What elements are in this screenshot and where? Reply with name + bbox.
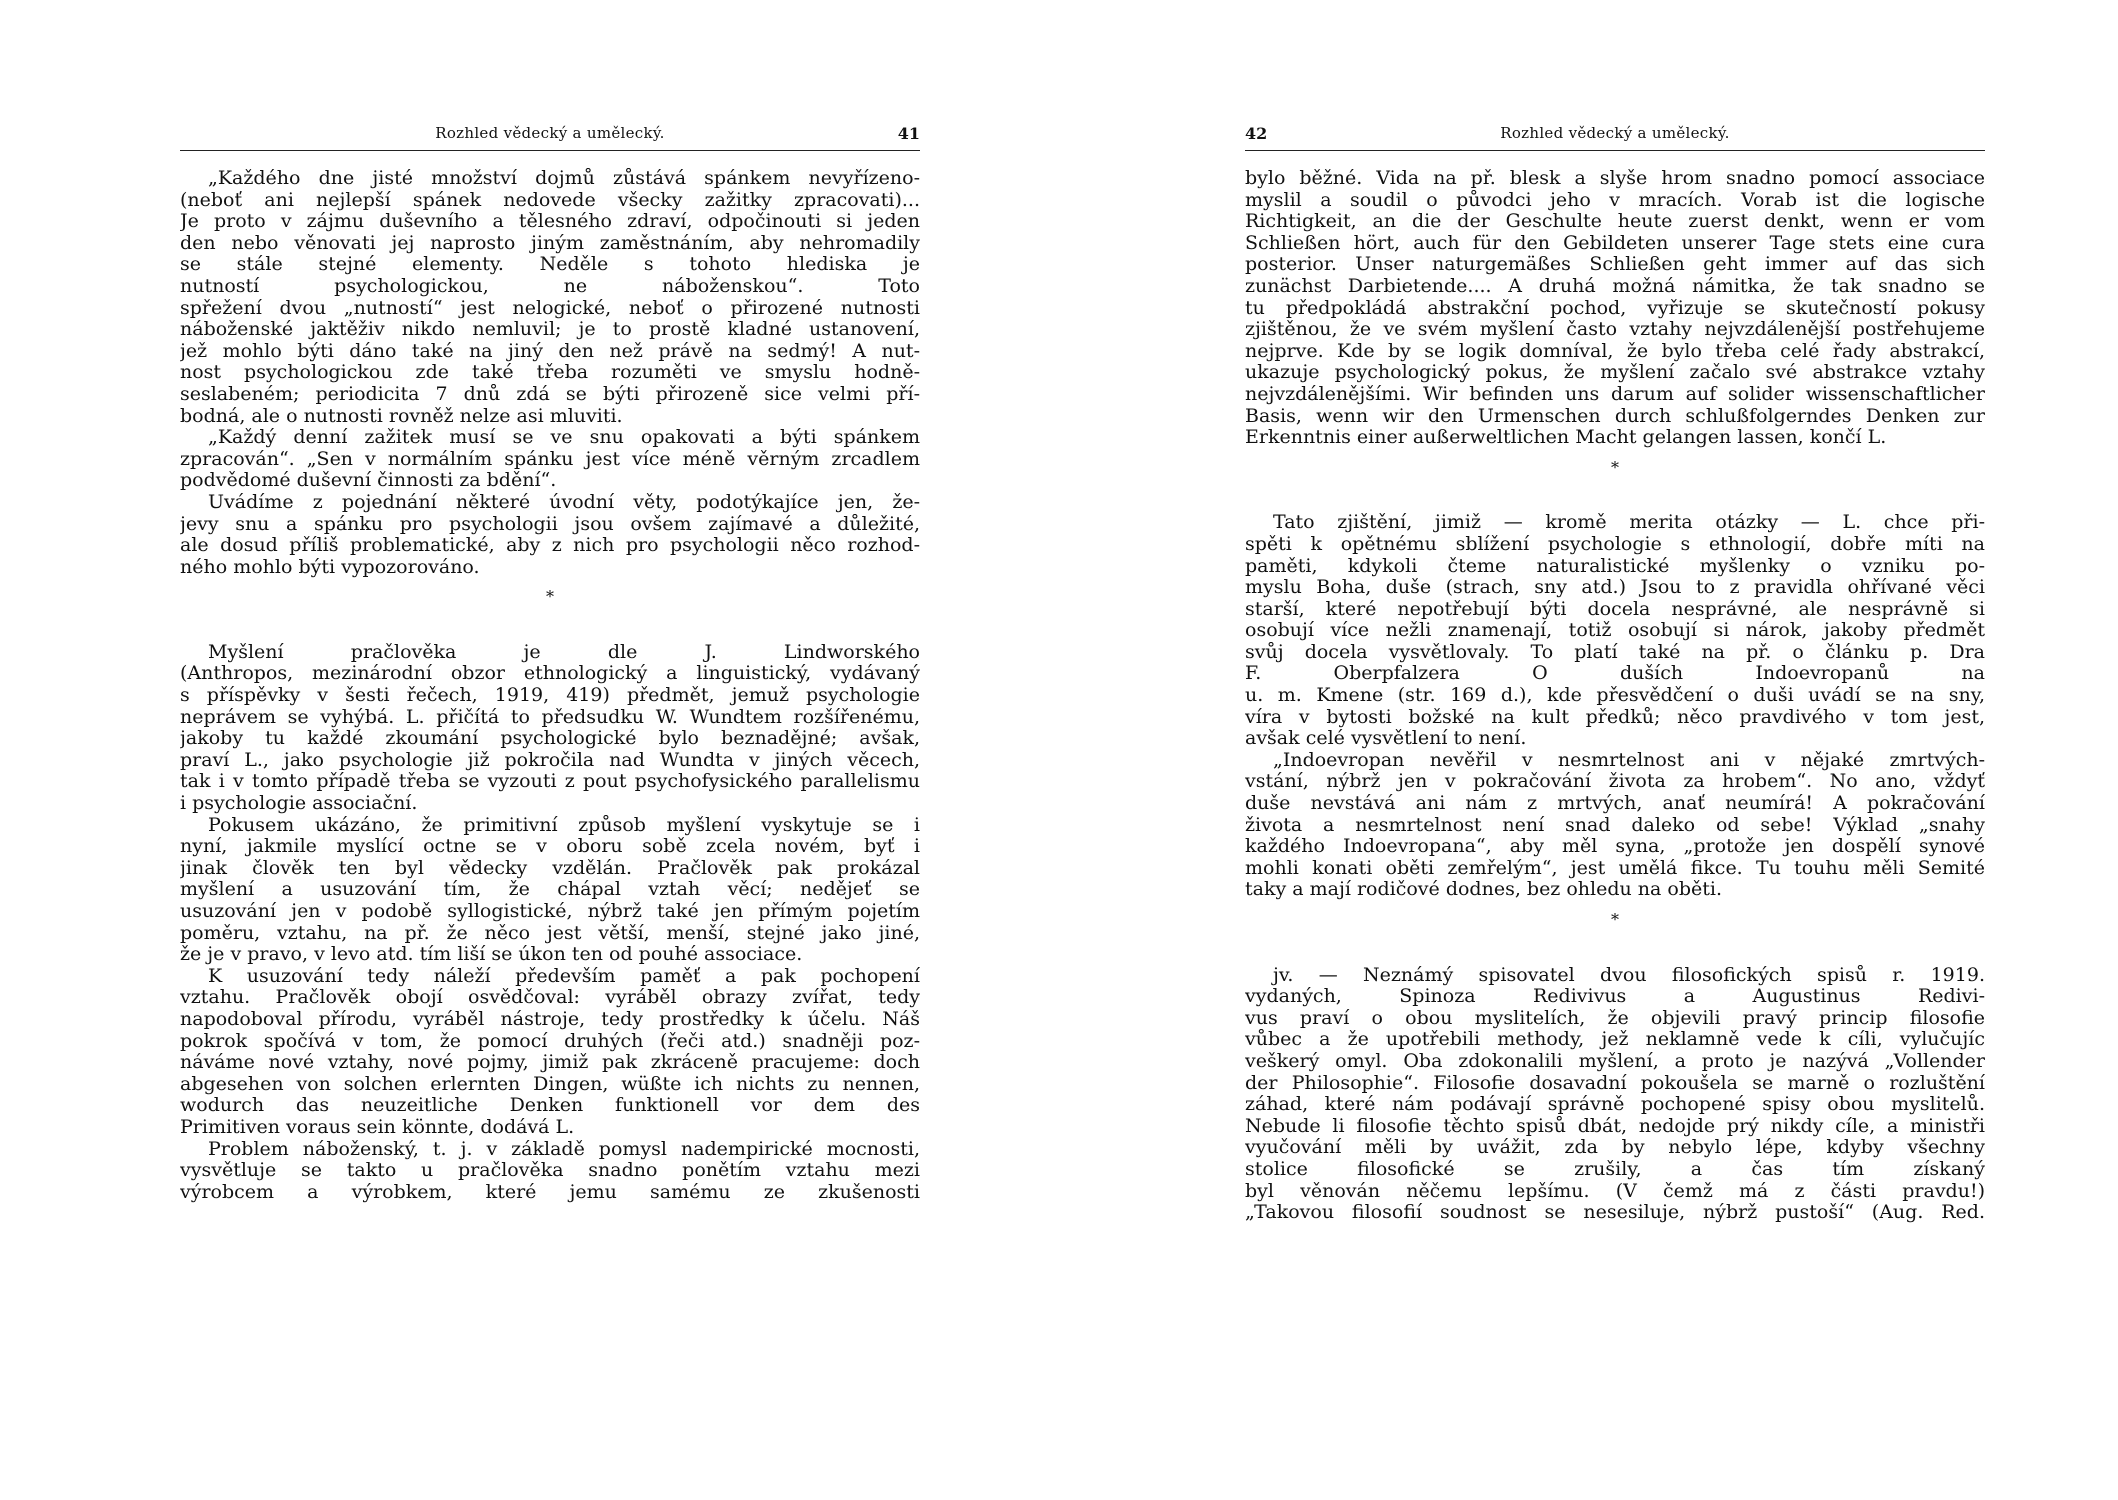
text-line: vstání, nýbrž jen v pokračování života za hrobem“. No ano, vždyť <box>1245 771 1985 793</box>
page-number: 42 <box>1245 124 1268 143</box>
text-line: u. m. Kmene (str. 169 d.), kde přesvědčení o duši uvádí se na sny, <box>1245 685 1985 707</box>
text-line: Primitiven voraus sein könnte, dodává L. <box>180 1116 575 1138</box>
text-line: že je v pravo, v levo atd. tím liší se úkon ten od pouhé associace. <box>180 944 803 966</box>
page-number: 41 <box>897 124 920 143</box>
text-line: bylo běžné. Vida na př. blesk a slyše hrom snadno pomocí associace <box>1245 168 1985 189</box>
running-title: Rozhled vědecký a umělecký. <box>435 124 665 142</box>
right-page-body <box>1245 168 1985 1224</box>
text-line: byl věnován něčemu lepšímu. (V čemž má z části pravdu!) <box>1245 1180 1985 1202</box>
text-line: nejprve. Kde by se logik domníval, že bylo třeba celé řady abstrakcí, <box>1245 340 1985 362</box>
text-line: „Indoevropan nevěřil v nesmrtelnost ani v nějaké zmrtvých- <box>1273 749 1985 771</box>
text-line: veškerý omyl. Oba zdokonalili myšlení, a proto je nazývá „Vollender <box>1245 1050 1985 1072</box>
text-line: „Každého dne jisté množství dojmů zůstává spánkem nevyřízeno- <box>208 168 920 189</box>
text-line: víra v bytosti božské na kult předků; něco pravdivého v tom jest, <box>1245 706 1985 728</box>
text-line: tak i v tomto případě třeba se vyzouti z pout psychofysického parallelismu <box>180 771 920 793</box>
text-line: Problem náboženský, t. j. v základě pomysl nadempirické mocnosti, <box>208 1138 920 1160</box>
text-line: ale dosud příliš problematické, aby z nich pro psychologii něco rozhod- <box>180 535 920 557</box>
text-line: praví L., jako psychologie již pokročila nad Wundta v jiných věcech, <box>180 749 920 771</box>
section-primitive-thinking <box>180 642 920 1203</box>
section-separator-asterisk: * <box>546 587 554 607</box>
text-line: ného mohlo býti vypozorováno. <box>180 556 480 578</box>
text-line: der Philosophie“. Filosofie dosavadní pokoušela se marně o rozluštění <box>1245 1072 1985 1094</box>
text-line: jakoby tu každé zkoumání psychologické bylo beznadějné; avšak, <box>180 728 920 750</box>
text-line: stolice filosofické se zrušily, a čas tím získaný <box>1245 1158 1985 1180</box>
text-line: Je proto v zájmu duševního a tělesného zdraví, odpočinouti si jeden <box>180 211 920 233</box>
text-line: jinak člověk ten byl vědecky vzdělán. Pračlověk pak prokázal <box>180 857 920 879</box>
text-line: vůbec a že upotřebili methody, jež neklamně vede k cíli, vylučujíc <box>1245 1029 1985 1051</box>
text-line: neprávem se vyhýbá. L. přičítá to předsudku W. Wundtem rozšířenému, <box>180 706 920 728</box>
text-line: Tato zjištění, jimiž — kromě merita otázky — L. chce při- <box>1273 512 1985 534</box>
text-line: starší, které nepotřebují býti docela nesprávné, ale nesprávně si <box>1245 598 1985 620</box>
section-dreams <box>180 168 920 578</box>
text-line: jevy snu a spánku pro psychologii jsou ovšem zajímavé a důležité, <box>180 513 920 535</box>
section-primitive-thinking-cont <box>1245 168 1985 449</box>
text-line: nyní, jakmile myslící octne se v oboru sobě zcela novém, byť i <box>180 836 920 858</box>
text-line: vysvětluje se takto u pračlověka snadno ponětím vztahu mezi <box>180 1160 920 1182</box>
text-line: den nebo věnovati jej naprosto jiným zaměstnáním, aby nehromadily <box>180 232 920 254</box>
text-line: spěti k opětnému sblížení psychologie s ethnologií, dobře míti na <box>1245 533 1985 555</box>
text-line: každého Indoevropana“, aby měl syna, „protože jen dospělí synové <box>1245 836 1985 858</box>
text-line: svůj docela vysvětlovaly. To platí také na př. o článku p. Dra <box>1245 641 1985 663</box>
right-page <box>1245 0 1985 1500</box>
text-line: náboženské jaktěživ nikdo nemluvil; je to prostě kladné ustanovení, <box>180 319 920 341</box>
text-line: osobují více nežli znamenají, totiž osobují si nárok, jakoby předmět <box>1245 620 1985 642</box>
text-line: náváme nové vztahy, nové pojmy, jimiž pak zkráceně pracujeme: doch <box>180 1052 920 1074</box>
text-line: nost psychologickou zde také třeba rozuměti ve smyslu hodně- <box>180 362 920 384</box>
text-line: (neboť ani nejlepší spánek nedovede všecky zažitky zpracovati)... <box>180 189 920 211</box>
text-line: posterior. Unser naturgemäßes Schließen geht immer auf das sich <box>1245 254 1985 276</box>
text-line: myslu Boha, duše (strach, sny atd.) Jsou to z pravidla ohřívané věci <box>1245 577 1985 599</box>
text-line: poměru, vztahu, na př. že něco jest větší, menší, stejné jako jiné, <box>180 922 920 944</box>
text-line: Pokusem ukázáno, že primitivní způsob myšlení vyskytuje se i <box>208 814 920 836</box>
left-page-body <box>180 168 920 1203</box>
text-line: zpracován“. „Sen v normálním spánku jest více méně věrným zrcadlem <box>180 448 920 470</box>
text-line: Myšlení pračlověka je dle J. Lindworského <box>208 641 920 663</box>
text-line: bodná, ale o nutnosti rovněž nelze asi mluviti. <box>180 405 623 427</box>
text-line: nutností psychologickou, ne náboženskou“. Toto <box>180 275 920 297</box>
running-head <box>180 124 920 151</box>
text-line: myslil a soudil o původci jeho v mracích. Vorab ist die logische <box>1245 189 1985 211</box>
text-line: napodoboval přírodu, vyráběl nástroje, tedy prostředky k účelu. Náš <box>180 1008 920 1030</box>
text-line: vydaných, Spinoza Redivivus a Augustinus Redivi- <box>1245 986 1985 1008</box>
text-line: výrobcem a výrobkem, které jemu samému ze zkušenosti <box>180 1181 920 1203</box>
text-line: Schließen hört, auch für den Gebildeten unserer Tage stets eine cura <box>1245 232 1985 254</box>
text-line: myšlení a usuzování tím, že chápal vztah věcí; nedějeť se <box>180 879 920 901</box>
text-line: jež mohlo býti dáno také na jiný den než právě na sedmý! A nut- <box>180 340 920 362</box>
running-head <box>1245 124 1985 151</box>
running-title: Rozhled vědecký a umělecký. <box>1500 124 1730 142</box>
text-line: vus praví o obou myslitelích, že objevili pravý princip filosofie <box>1245 1007 1985 1029</box>
text-line: F. Oberpfalzera O duších Indoevropanů na <box>1245 663 1985 685</box>
text-line: (Anthropos, mezinárodní obzor ethnologický a linguistický, vydávaný <box>180 663 920 685</box>
text-line: záhad, které nám podávají správně pochopené spisy obou myslitelů. <box>1245 1094 1985 1116</box>
text-line: vyučování měli by uvážit, zda by nebylo lépe, kdyby všechny <box>1245 1137 1985 1159</box>
text-line: Richtigkeit, an die der Geschulte heute zuerst denkt, wenn er vom <box>1245 211 1985 233</box>
text-line: pokrok spočívá v tom, že pomocí druhých (řeči atd.) snadněji poz- <box>180 1030 920 1052</box>
text-line: wodurch das neuzeitliche Denken funktionell vor dem des <box>180 1095 920 1117</box>
section-separator-asterisk: * <box>1611 457 1619 477</box>
left-page <box>180 0 920 1500</box>
text-line: i psychologie associační. <box>180 793 418 815</box>
text-line: s příspěvky v šesti řečech, 1919, 419) předmět, jemuž psychologie <box>180 685 920 707</box>
text-line: života a nesmrtelnost není snad daleko od sebe! Výklad „snahy <box>1245 814 1985 836</box>
text-line: zjištěnou, že ve svém myšlení často vztahy nejvzdálenější postřehujeme <box>1245 319 1985 341</box>
text-line: Erkenntnis einer außerweltlichen Macht gelangen lassen, končí L. <box>1245 427 1887 449</box>
text-line: podvědomé duševní činnosti za bdění“. <box>180 470 557 492</box>
text-line: jv. — Neznámý spisovatel dvou filosofických spisů r. 1919. <box>1273 964 1985 986</box>
text-line: vztahu. Pračlověk obojí osvědčoval: vyráběl obrazy zvířat, tedy <box>180 987 920 1009</box>
text-line: Nebude li filosofie těchto spisů dbát, nedojde prý nikdy cíle, a ministři <box>1245 1115 1985 1137</box>
section-indoeuropean-souls <box>1245 512 1985 901</box>
section-separator-asterisk: * <box>1611 910 1619 929</box>
text-line: usuzování jen v podobě syllogistické, nýbrž také jen přímým pojetím <box>180 901 920 922</box>
section-philosophy-review <box>1245 965 1985 1224</box>
text-line: se stále stejné elementy. Neděle s tohoto hlediska je <box>180 254 920 276</box>
text-line: Basis, wenn wir den Urmenschen durch schlußfolgerndes Denken zur <box>1245 405 1985 427</box>
text-line: K usuzování tedy náleží především paměť a pak pochopení <box>208 965 920 987</box>
text-line: seslabeném; periodicita 7 dnů zdá se býti přirozeně sice velmi pří- <box>180 383 920 405</box>
text-line: tu předpokládá abstrakční pochod, vyřizuje se skutečností pokusy <box>1245 297 1985 319</box>
text-line: taky a mají rodičové dodnes, bez ohledu na oběti. <box>1245 879 1722 901</box>
text-line: abgesehen von solchen erlernten Dingen, wüßte ich nichts zu nennen, <box>180 1073 920 1095</box>
text-line: paměti, kdykoli čteme naturalistické myšlenky o vzniku po- <box>1245 555 1985 577</box>
text-line: spřežení dvou „nutností“ jest nelogické, neboť o přirozené nutnosti <box>180 297 920 319</box>
text-line: zunächst Darbietende.... A druhá možná námitka, že tak snadno se <box>1245 275 1985 297</box>
text-line: „Každý denní zažitek musí se ve snu opakovati a býti spánkem <box>208 427 920 449</box>
text-line: mohli konati oběti zemřelým“, jest umělá fikce. Tu touhu měli Semité <box>1245 857 1985 879</box>
text-line: nejvzdálenějšími. Wir befinden uns darum auf solider wissenschaftlicher <box>1245 383 1985 405</box>
text-line: „Takovou filosofií soudnost se nesesiluje, nýbrž pustoší“ (Aug. Red. <box>1245 1202 1985 1224</box>
text-line: avšak celé vysvětlení to není. <box>1245 728 1527 750</box>
text-line: duše nevstává ani nám z mrtvých, anať neumírá! A pokračování <box>1245 793 1985 815</box>
text-line: ukazuje psychologický pokus, že myšlení začalo své abstrakce vztahy <box>1245 362 1985 384</box>
text-line: Uvádíme z pojednání některé úvodní věty, podotýkajíce jen, že- <box>208 491 920 513</box>
